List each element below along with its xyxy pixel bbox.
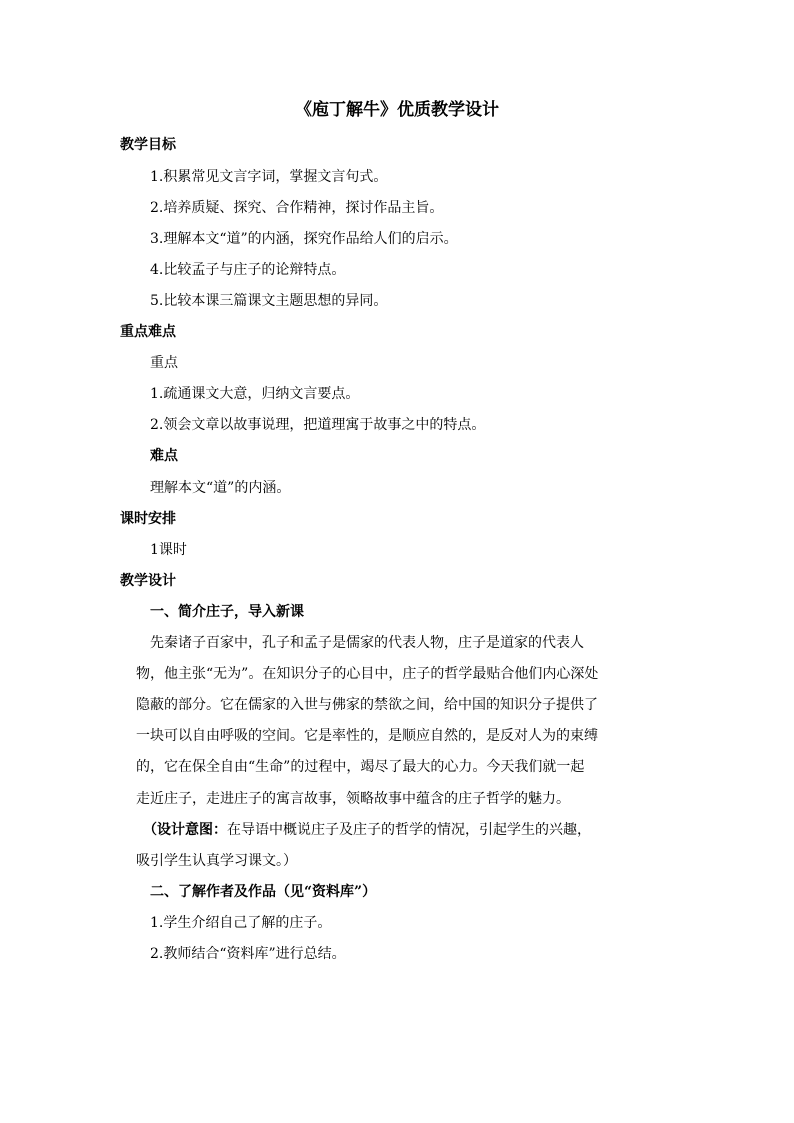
section1-paragraph-line: 走近庄子，走进庄子的寓言故事，领略故事中蕴含的庄子哲学的魅力。 xyxy=(136,791,570,807)
design-intent-label: （设计意图： xyxy=(143,822,227,838)
key-label: 重点 xyxy=(150,355,178,371)
key-points-heading: 重点难点 xyxy=(120,324,176,340)
difficult-item: 理解本文“道”的内涵。 xyxy=(150,480,291,496)
goal-item: 3.理解本文“道”的内涵，探究作品给人们的启示。 xyxy=(150,231,458,247)
key-item: 2.领会文章以故事说理，把道理寓于故事之中的特点。 xyxy=(150,417,486,433)
difficult-label: 难点 xyxy=(150,448,178,464)
section1-paragraph-line: 的，它在保全自由“生命”的过程中，竭尽了最大的心力。今天我们就一起 xyxy=(136,759,585,775)
design-heading: 教学设计 xyxy=(120,573,176,589)
schedule-heading: 课时安排 xyxy=(120,511,176,527)
section2-item: 2.教师结合“资料库”进行总结。 xyxy=(150,946,346,962)
design-intent-text: 在导语中概说庄子及庄子的哲学的情况，引起学生的兴趣， xyxy=(227,822,591,838)
section1-title: 一、简介庄子，导入新课 xyxy=(150,604,304,620)
section1-paragraph-line: 一块可以自由呼吸的空间。它是率性的，是顺应自然的，是反对人为的束缚 xyxy=(136,728,598,744)
design-intent-line xyxy=(143,819,591,841)
section1-paragraph-line: 先秦诸子百家中，孔子和孟子是儒家的代表人物，庄子是道家的代表人 xyxy=(150,635,584,651)
section1-paragraph-line: 物，他主张“无为”。在知识分子的心目中，庄子的哲学最贴合他们内心深处 xyxy=(136,666,599,682)
goal-item: 2.培养质疑、探究、合作精神，探讨作品主旨。 xyxy=(150,200,444,216)
section1-paragraph-line: 隐蔽的部分。它在儒家的入世与佛家的禁欲之间，给中国的知识分子提供了 xyxy=(136,697,598,713)
section2-item: 1.学生介绍自己了解的庄子。 xyxy=(150,915,332,931)
schedule-value: 1课时 xyxy=(150,542,187,558)
goal-item: 4.比较孟子与庄子的论辩特点。 xyxy=(150,262,346,278)
goal-item: 1.积累常见文言字词，掌握文言句式。 xyxy=(150,169,388,185)
key-item: 1.疏通课文大意，归纳文言要点。 xyxy=(150,386,360,402)
goals-heading: 教学目标 xyxy=(120,137,176,153)
design-intent-line: 吸引学生认真学习课文。） xyxy=(136,853,297,869)
goal-item: 5.比较本课三篇课文主题思想的异同。 xyxy=(150,293,388,309)
document-title: 《庖丁解牛》优质教学设计 xyxy=(295,100,499,120)
section2-title: 二、了解作者及作品（见“资料库”） xyxy=(150,884,377,900)
